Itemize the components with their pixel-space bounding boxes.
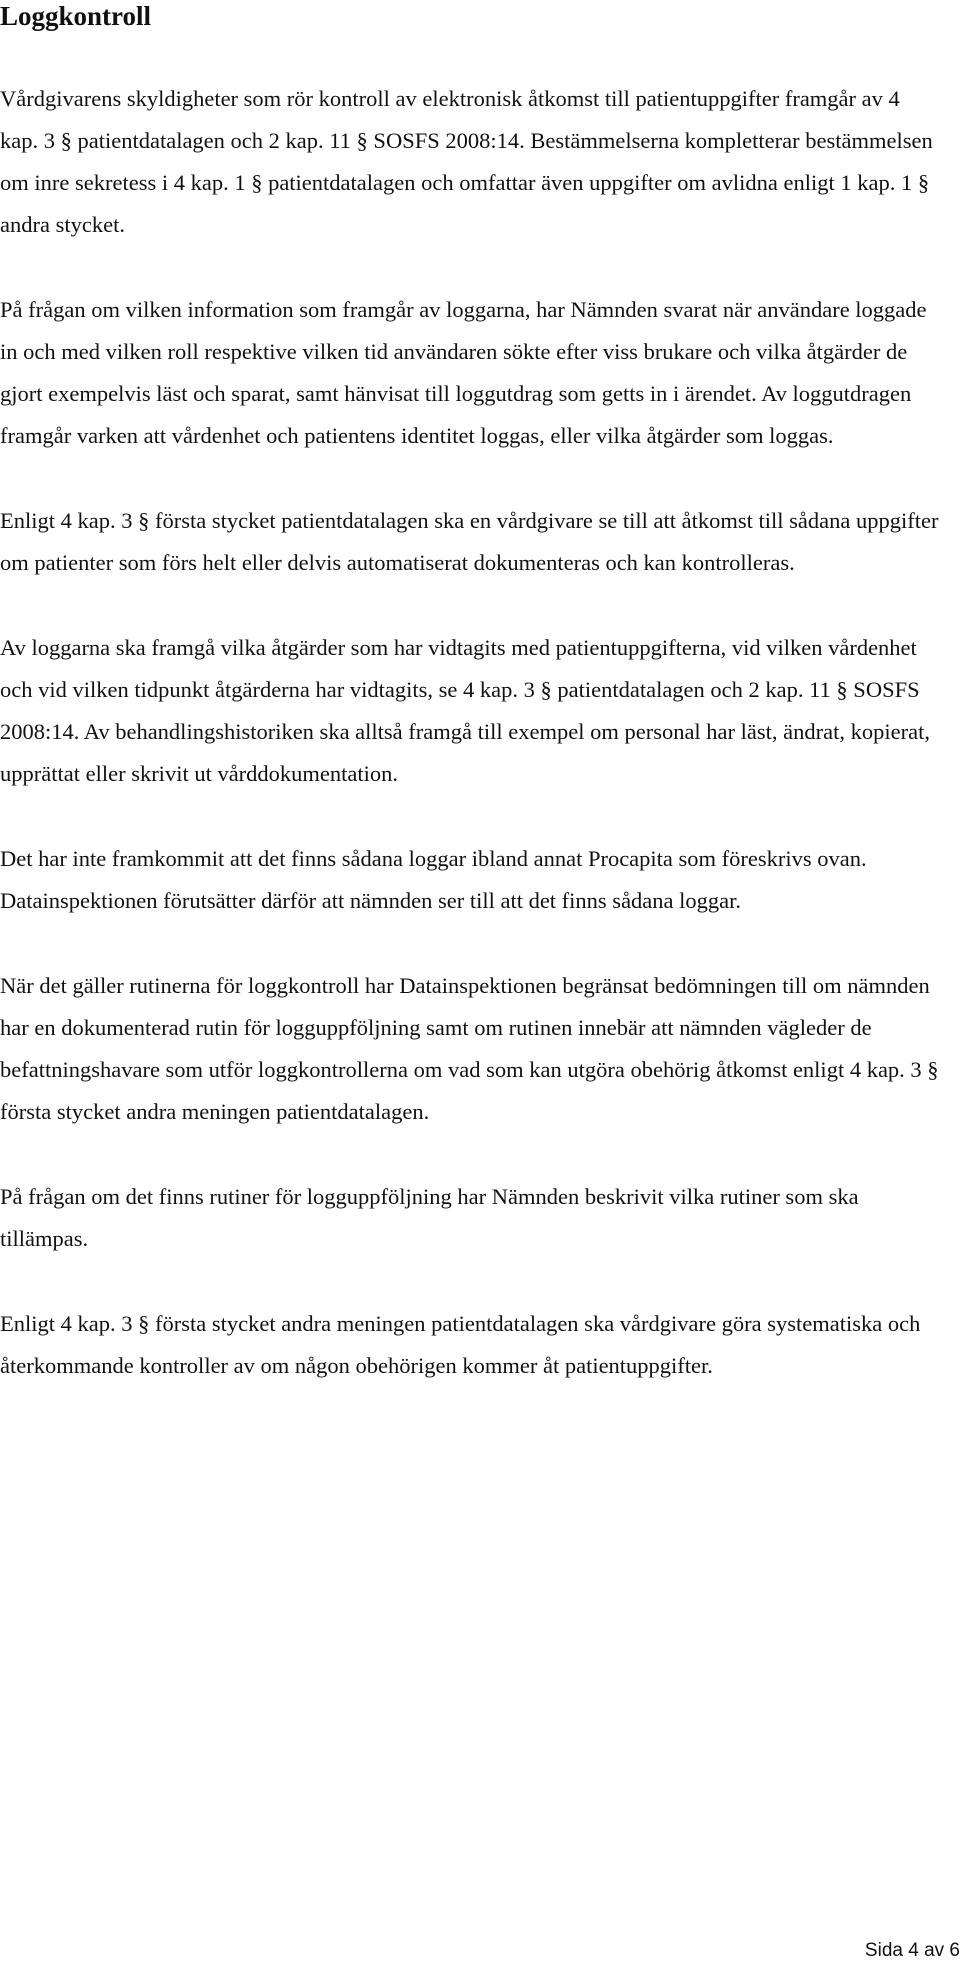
paragraph-5: Det har inte framkommit att det finns sådana loggar ibland annat Procapita som föreskrivs ovan. Datainspektionen förutsätter därför att nämnden ser till att det finns sådana loggar. bbox=[0, 846, 867, 913]
paragraph-3: Enligt 4 kap. 3 § första stycket patientdatalagen ska en vårdgivare se till att åtkomst till sådana uppgifter om patienter som förs helt eller delvis automatiserat dokumenteras och kan kontrolleras. bbox=[0, 508, 939, 575]
paragraph-7: På frågan om det finns rutiner för logguppföljning har Nämnden beskrivit vilka rutiner som ska tillämpas. bbox=[0, 1184, 859, 1251]
paragraph-2: På frågan om vilken information som framgår av loggarna, har Nämnden svarat när användare loggade in och med vilken roll respektive vilken tid användaren sökte efter viss brukare och vilka åtgärder de gjort exempelvis läst och sparat, samt hänvisat till loggutdrag som getts in i ärendet. Av loggutdragen framgår varken att vårdenhet och patientens identitet loggas, eller vilka åtgärder som loggas. bbox=[0, 297, 927, 448]
paragraph-6: När det gäller rutinerna för loggkontroll har Datainspektionen begränsat bedömningen till om nämnden har en dokumenterad rutin för logguppföljning samt om rutinen innebär att nämnden vägleder de befattningshavare som utför loggkontrollerna om vad som kan utgöra obehörig åtkomst enligt 4 kap. 3 § första stycket andra meningen patientdatalagen. bbox=[0, 973, 939, 1124]
document-body bbox=[0, 78, 940, 1430]
paragraph-8: Enligt 4 kap. 3 § första stycket andra meningen patientdatalagen ska vårdgivare göra systematiska och återkommande kontroller av om någon obehörigen kommer åt patientuppgifter. bbox=[0, 1311, 921, 1378]
page-heading: Loggkontroll bbox=[0, 1, 152, 31]
page-number: Sida 4 av 6 bbox=[864, 1940, 960, 1961]
paragraph-4: Av loggarna ska framgå vilka åtgärder som har vidtagits med patientuppgifterna, vid vilken vårdenhet och vid vilken tidpunkt åtgärderna har vidtagits, se 4 kap. 3 § patientdatalagen och 2 kap. 11 § SOSFS 2008:14. Av behandlingshistoriken ska alltså framgå till exempel om personal har läst, ändrat, kopierat, upprättat eller skrivit ut vårddokumentation. bbox=[0, 635, 930, 786]
paragraph-1: Vårdgivarens skyldigheter som rör kontroll av elektronisk åtkomst till patientuppgifter framgår av 4 kap. 3 § patientdatalagen och 2 kap. 11 § SOSFS 2008:14. Bestämmelserna kompletterar bestämmelsen om inre sekretess i 4 kap. 1 § patientdatalagen och omfattar även uppgifter om avlidna enligt 1 kap. 1 § andra stycket. bbox=[0, 86, 933, 237]
